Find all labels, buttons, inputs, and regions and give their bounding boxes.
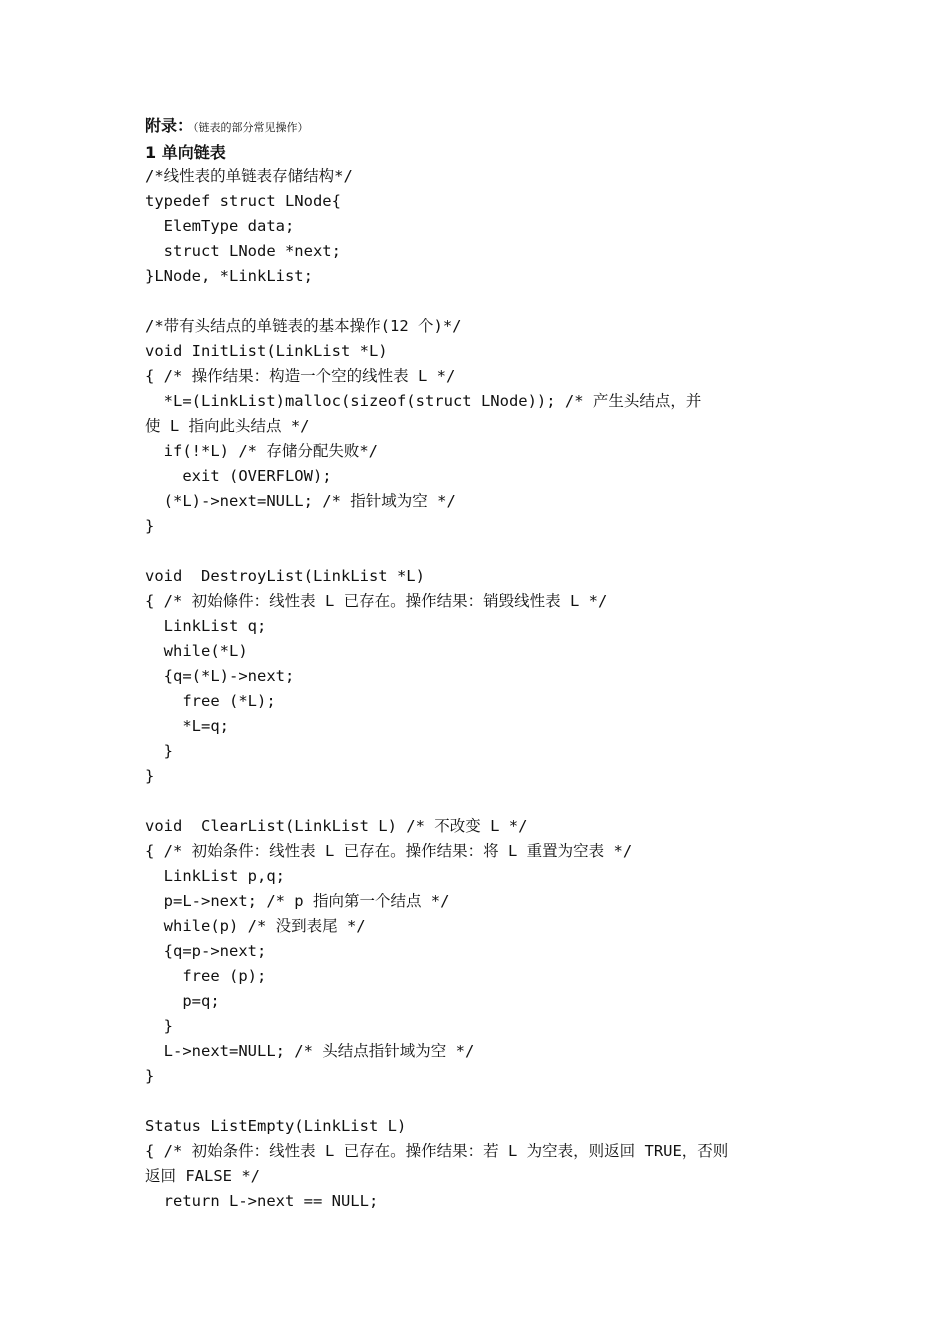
code-line: L->next=NULL; /* 头结点指针域为空 */	[145, 1042, 475, 1060]
code-line: /*线性表的单链表存储结构*/	[145, 167, 353, 185]
code-line: LinkList q;	[145, 617, 267, 635]
code-line: p=q;	[145, 992, 220, 1010]
code-line: { /* 初始条件：线性表 L 已存在。操作结果：将 L 重置为空表 */	[145, 842, 633, 860]
code-line: while(*L)	[145, 642, 248, 660]
code-line: }LNode, *LinkList;	[145, 267, 313, 285]
code-line: typedef struct LNode{	[145, 192, 341, 210]
section-heading: 1 单向链表	[145, 143, 226, 162]
appendix-title-main: 附录：	[145, 116, 194, 135]
code-line: while(p) /* 没到表尾 */	[145, 917, 366, 935]
code-line: LinkList p,q;	[145, 867, 285, 885]
code-line: Status ListEmpty(LinkList L)	[145, 1117, 407, 1135]
code-line: 使 L 指向此头结点 */	[145, 417, 310, 435]
code-line: free (p);	[145, 967, 267, 985]
code-line: }	[145, 767, 155, 785]
code-line: }	[145, 517, 155, 535]
code-line: {q=(*L)->next;	[145, 667, 295, 685]
code-line: (*L)->next=NULL; /* 指针域为空 */	[145, 492, 456, 510]
code-line: free (*L);	[145, 692, 276, 710]
appendix-title	[145, 116, 309, 138]
code-line: exit (OVERFLOW);	[145, 467, 332, 485]
code-line: { /* 初始條件：线性表 L 已存在。操作结果：销毁线性表 L */	[145, 592, 608, 610]
code-line: { /* 操作结果：构造一个空的线性表 L */	[145, 367, 456, 385]
code-line: {q=p->next;	[145, 942, 267, 960]
code-line: }	[145, 742, 173, 760]
code-line: void ClearList(LinkList L) /* 不改变 L */	[145, 817, 528, 835]
code-line: p=L->next; /* p 指向第一个结点 */	[145, 892, 450, 910]
code-line: return L->next == NULL;	[145, 1192, 379, 1210]
code-line: { /* 初始条件：线性表 L 已存在。操作结果：若 L 为空表，则返回 TRUE，否则	[145, 1142, 729, 1160]
appendix-title-note: （链表的部分常见操作）	[193, 121, 309, 134]
code-line: *L=q;	[145, 717, 229, 735]
code-line: /*带有头结点的单链表的基本操作(12 个)*/	[145, 317, 462, 335]
code-line: struct LNode *next;	[145, 242, 341, 260]
code-line: }	[145, 1017, 173, 1035]
code-line: *L=(LinkList)malloc(sizeof(struct LNode)); /* 产生头结点，并	[145, 392, 702, 410]
code-line: }	[145, 1067, 155, 1085]
code-line: void DestroyList(LinkList *L)	[145, 567, 425, 585]
code-line: if(!*L) /* 存储分配失败*/	[145, 442, 378, 460]
code-line: 返回 FALSE */	[145, 1167, 260, 1185]
code-line: ElemType data;	[145, 217, 295, 235]
code-line: void InitList(LinkList *L)	[145, 342, 388, 360]
